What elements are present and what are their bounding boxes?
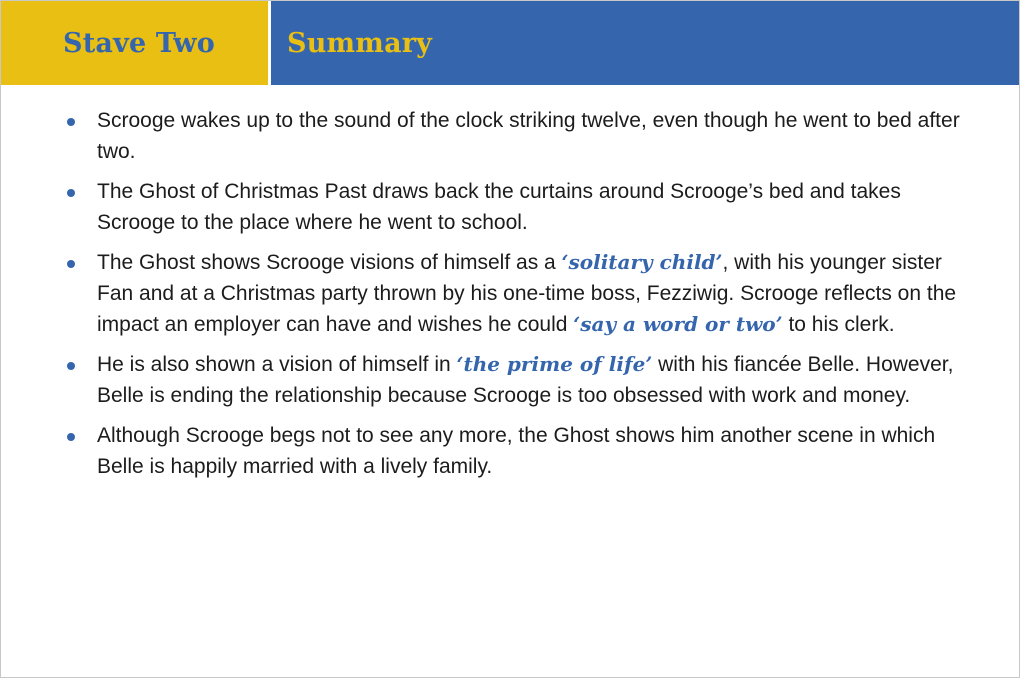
bullet-dot-icon (67, 118, 75, 126)
bullet-text: Although Scrooge begs not to see any more, the Ghost shows him another scene in which Belle is happily married with a lively family. (97, 424, 936, 478)
bullet-item (63, 420, 963, 482)
stave-tab (1, 1, 271, 85)
bullet-dot-icon (67, 189, 75, 197)
quote-say-a-word: ‘say a word or two’ (573, 312, 783, 336)
bullet-dot-icon (67, 260, 75, 268)
bullet-text: with his fiancée Belle. However, Belle is ending the relationship because Scrooge is too obsessed with work and money. (97, 353, 954, 407)
bullet-text: , with his younger sister Fan and at a Christmas party thrown by his one-time boss, Fezziwig. Scrooge reflects on the impact an employer can have and wishes he could (97, 251, 957, 336)
bullet-text: The Ghost of Christmas Past draws back the curtains around Scrooge’s bed and takes Scrooge to the place where he went to school. (97, 180, 901, 234)
bullet-item (63, 349, 963, 411)
bullet-item (63, 176, 963, 238)
bullet-dot-icon (67, 433, 75, 441)
stave-title: Stave Two (63, 27, 215, 59)
summary-title: Summary (287, 27, 433, 59)
header-banner (1, 1, 1019, 85)
quote-prime-of-life: ‘the prime of life’ (456, 352, 653, 376)
summary-bullet-list (63, 105, 963, 491)
summary-tab (271, 1, 1019, 85)
bullet-text: He is also shown a vision of himself in (97, 353, 457, 376)
quote-solitary-child: ‘solitary child’ (561, 250, 723, 274)
bullet-text: to his clerk. (782, 313, 895, 336)
bullet-text: Scrooge wakes up to the sound of the clock striking twelve, even though he went to bed after two. (97, 109, 960, 163)
bullet-item (63, 105, 963, 167)
bullet-dot-icon (67, 362, 75, 370)
bullet-item (63, 247, 963, 340)
bullet-text: The Ghost shows Scrooge visions of himself as a (97, 251, 562, 274)
